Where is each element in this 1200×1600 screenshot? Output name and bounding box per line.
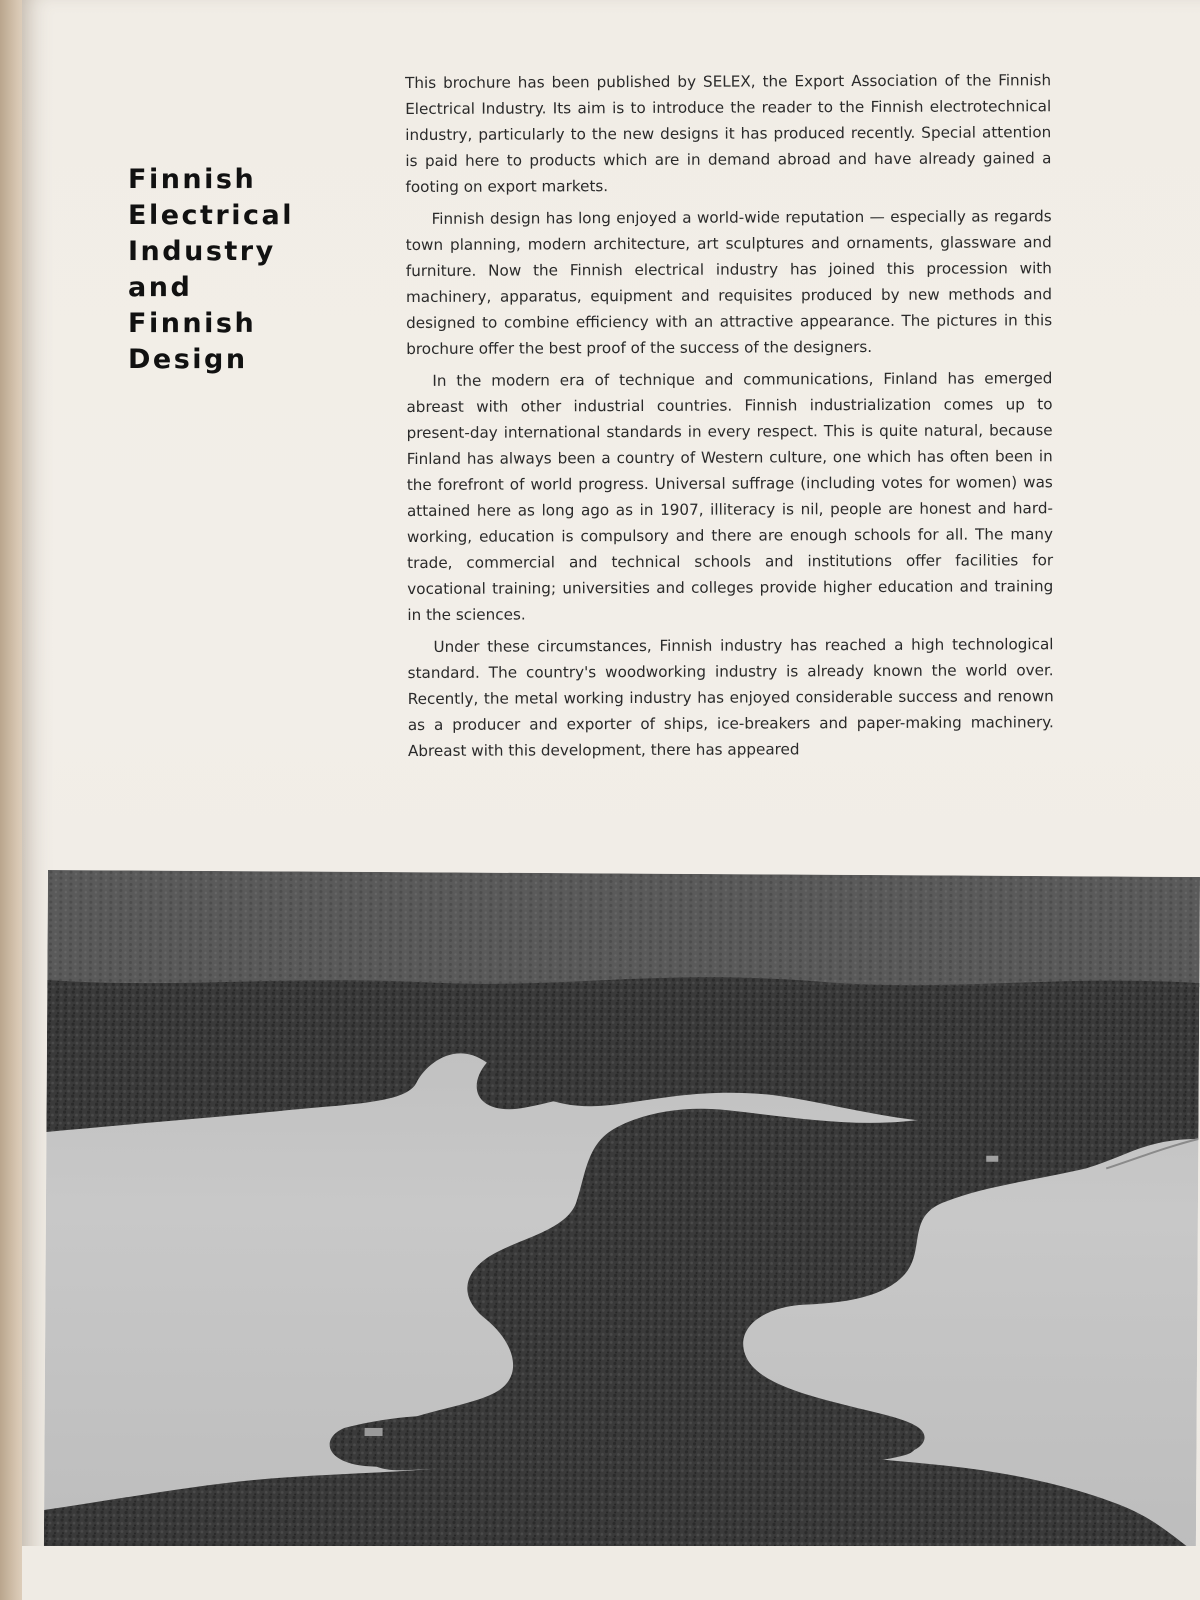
title-line-1: Finnish bbox=[128, 164, 257, 195]
page-title bbox=[128, 162, 348, 378]
paragraph-1: This brochure has been published by SELEX, the Export Association of the Finnish Electrical Industry. Its aim is to introduce the reader to the Finnish electrotechnical industry, particularly to the new designs it has produced recently. Special attention is paid here to products which are in demand abroad and have already gained a footing on export markets. bbox=[405, 71, 1052, 196]
paragraph-4: Under these circumstances, Finnish industry has reached a high technological standard. The country's woodworking industry is already known the world over. Recently, the metal working industry has enjoyed considerable success and renown as a producer and exporter of ships, ice-breakers and paper-making machinery. Abreast with this development, there has appeared bbox=[407, 635, 1054, 760]
boathouse-icon bbox=[365, 1428, 383, 1436]
paragraph-2: Finnish design has long enjoyed a world-wide reputation — especially as regards town planning, modern architecture, art sculptures and ornaments, glassware and furniture. Now the Finnish electrical industry has joined this procession with machinery, apparatus, equipment and requisites produced by new methods and designed to combine efficiency with an attractive appearance. The pictures in this brochure offer the best proof of the success of the designers. bbox=[405, 207, 1053, 358]
title-line-3: Industry bbox=[128, 236, 276, 267]
body-text bbox=[405, 67, 1054, 770]
title-line-6: Design bbox=[128, 344, 248, 375]
lake-landscape-illustration bbox=[44, 870, 1200, 1553]
title-line-2: Electrical bbox=[128, 200, 294, 231]
aerial-lake-photo bbox=[44, 870, 1200, 1553]
cabin-icon bbox=[986, 1156, 998, 1162]
title-line-4: and bbox=[128, 272, 193, 303]
distant-forest bbox=[47, 870, 1200, 995]
title-line-5: Finnish bbox=[128, 308, 257, 339]
paragraph-3: In the modern era of technique and communications, Finland has emerged abreast with other industrial countries. Finnish industrialization comes up to present-day international standards in every respect. This is quite natural, because Finland has always been a country of Western culture, one which has often been in the forefront of world progress. Universal suffrage (including votes for women) was attained here as long ago as in 1907, illiteracy is nil, people are honest and hard-working, education is compulsory and there are enough schools for all. The many trade, commercial and technical schools and institutions offer facilities for vocational training; universities and colleges provide higher education and training in the sciences. bbox=[406, 369, 1054, 624]
page-bottom-margin bbox=[22, 1546, 1200, 1600]
